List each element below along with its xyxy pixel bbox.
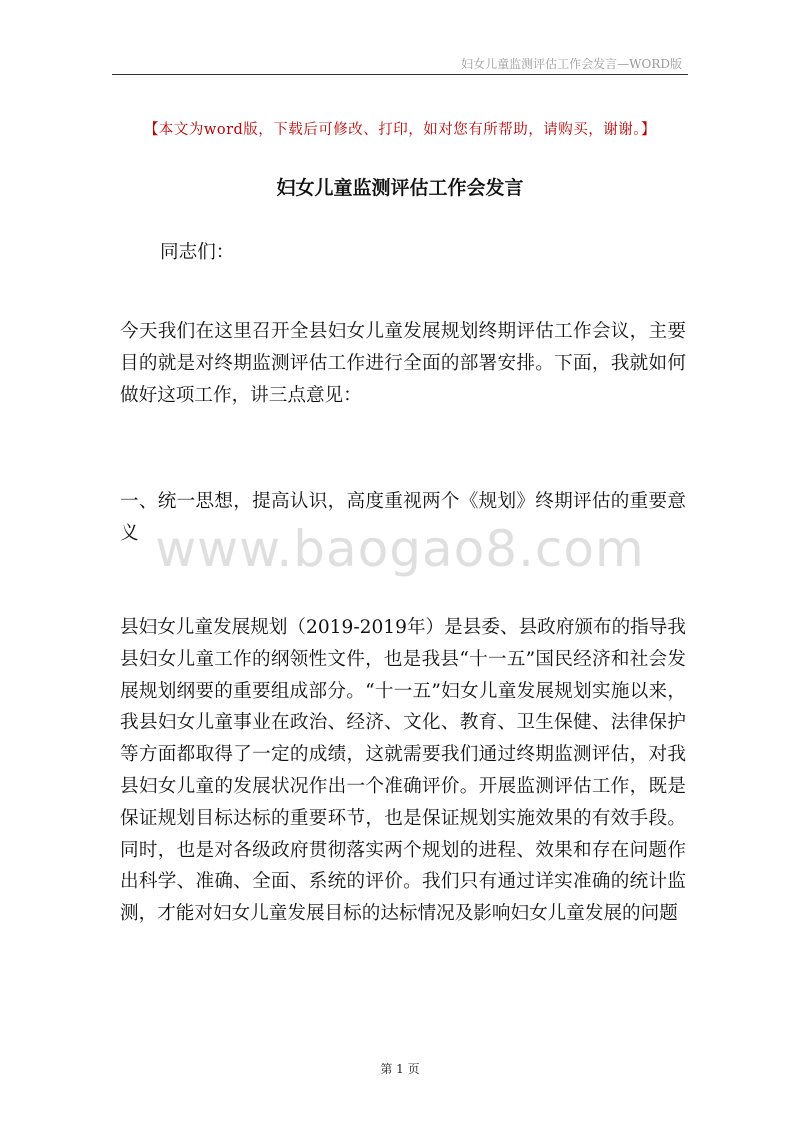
section-heading-1: 一、统一思想，提高认识，高度重视两个《规划》终期评估的重要意义 xyxy=(120,491,686,544)
page-header xyxy=(112,52,688,75)
document-title: 妇女儿童监测评估工作会发言 xyxy=(276,177,524,199)
paragraph-body: 县妇女儿童发展规划（2019-2019年）是县委、县政府颁布的指导我县妇女儿童工作的纲领性文件，也是我县“十一五”国民经济和社会发展规划纲要的重要组成部分。“十一五”妇女儿童发展规划实施以来，我县妇女儿童事业在政治、经济、文化、教育、卫生保健、法律保护等方面都取得了一定的成绩，这就需要我们通过终期监测评估，对我县妇女儿童的发展状况作出一个准确评价。开展监测评估工作，既是保证规划目标达标的重要环节，也是保证规划实施效果的有效手段。同时，也是对各级政府贯彻落实两个规划的进程、效果和存在问题作出科学、准确、全面、系统的评价。我们只有通过详实准确的统计监测，才能对妇女儿童发展目标的达标情况及影响妇女儿童发展的问题 xyxy=(120,617,686,925)
watermark: www.baogao8.com xyxy=(155,520,645,578)
greeting: 同志们： xyxy=(160,242,235,263)
paragraph-intro: 今天我们在这里召开全县妇女儿童发展规划终期评估工作会议，主要目的就是对终期监测评估工作进行全面的部署安排。下面，我就如何做好这项工作，讲三点意见： xyxy=(120,321,686,406)
purchase-notice: 【本文为word版，下载后可修改、打印，如对您有所帮助，请购买，谢谢。】 xyxy=(143,122,657,138)
page-number: 第 1 页 xyxy=(380,1062,420,1076)
running-title: 妇女儿童监测评估工作会发言—WORD版 xyxy=(461,57,682,71)
